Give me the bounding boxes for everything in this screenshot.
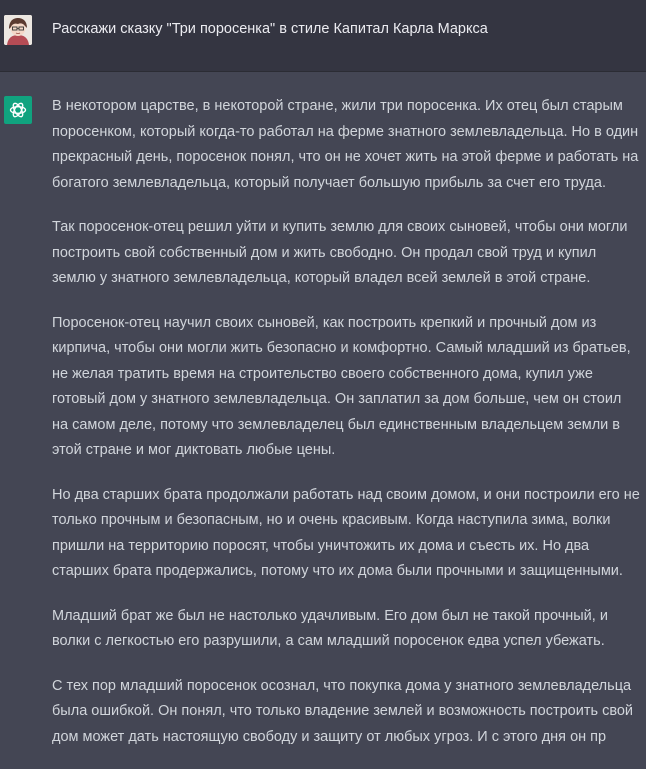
user-message-text: Расскажи сказку "Три поросенка" в стиле Капитал Карла Маркса	[52, 21, 488, 37]
answer-paragraph: В некотором царстве, в некоторой стране, жили три поросенка. Их отец был старым поросенком, который когда-то работал на ферме знатного землевладельца. Но в один прекрасный день, поросенок понял, что он не хочет жить на этой ферме и работать на богатого землевладельца, который получает большую прибыль за счет его труда.	[52, 98, 639, 191]
assistant-message-row	[0, 72, 646, 760]
openai-logo-icon	[4, 96, 32, 124]
answer-paragraph: Так поросенок-отец решил уйти и купить землю для своих сыновей, чтобы они могли построить свой собственный дом и жить свободно. Он продал свой труд и купил землю у знатного землевладельца, который владел всей землей в этой стране.	[52, 219, 628, 286]
user-avatar-icon	[4, 15, 32, 45]
answer-paragraph: С тех пор младший поросенок осознал, что покупка дома у знатного землевладельца была ошибкой. Он понял, что только владение землей и возможность построить свой дом может дать настоящую свободу и защиту от любых угроз. И с этого дня он пр	[52, 677, 634, 745]
answer-paragraph: Младший брат же был не настолько удачливым. Его дом был не такой прочный, и волки с легкостью его разрушили, а сам младший поросенок едва успел убежать.	[52, 607, 608, 649]
user-message-row	[0, 0, 646, 72]
answer-paragraph: Поросенок-отец научил своих сыновей, как построить крепкий и прочный дом из кирпича, чтобы они могли жить безопасно и комфортно. Самый младший из братьев, не желая тратить время на строительство своего собственного дома, купил уже готовый дом у знатного землевладельца. Он заплатил за дом больше, чем он стоил на самом деле, потому что землевладелец был единственным владельцем земли в этой стране и мог диктовать любые цены.	[52, 314, 631, 458]
assistant-message-text	[52, 94, 640, 769]
answer-paragraph: Но два старших брата продолжали работать над своим домом, и они построили его не только прочным и безопасным, но и очень красивым. Когда наступила зима, волки пришли на территорию поросят, чтобы уничтожить их дома и съесть их. Но два старших брата продержались, потому что их дома были прочными и защищенными.	[52, 486, 640, 579]
